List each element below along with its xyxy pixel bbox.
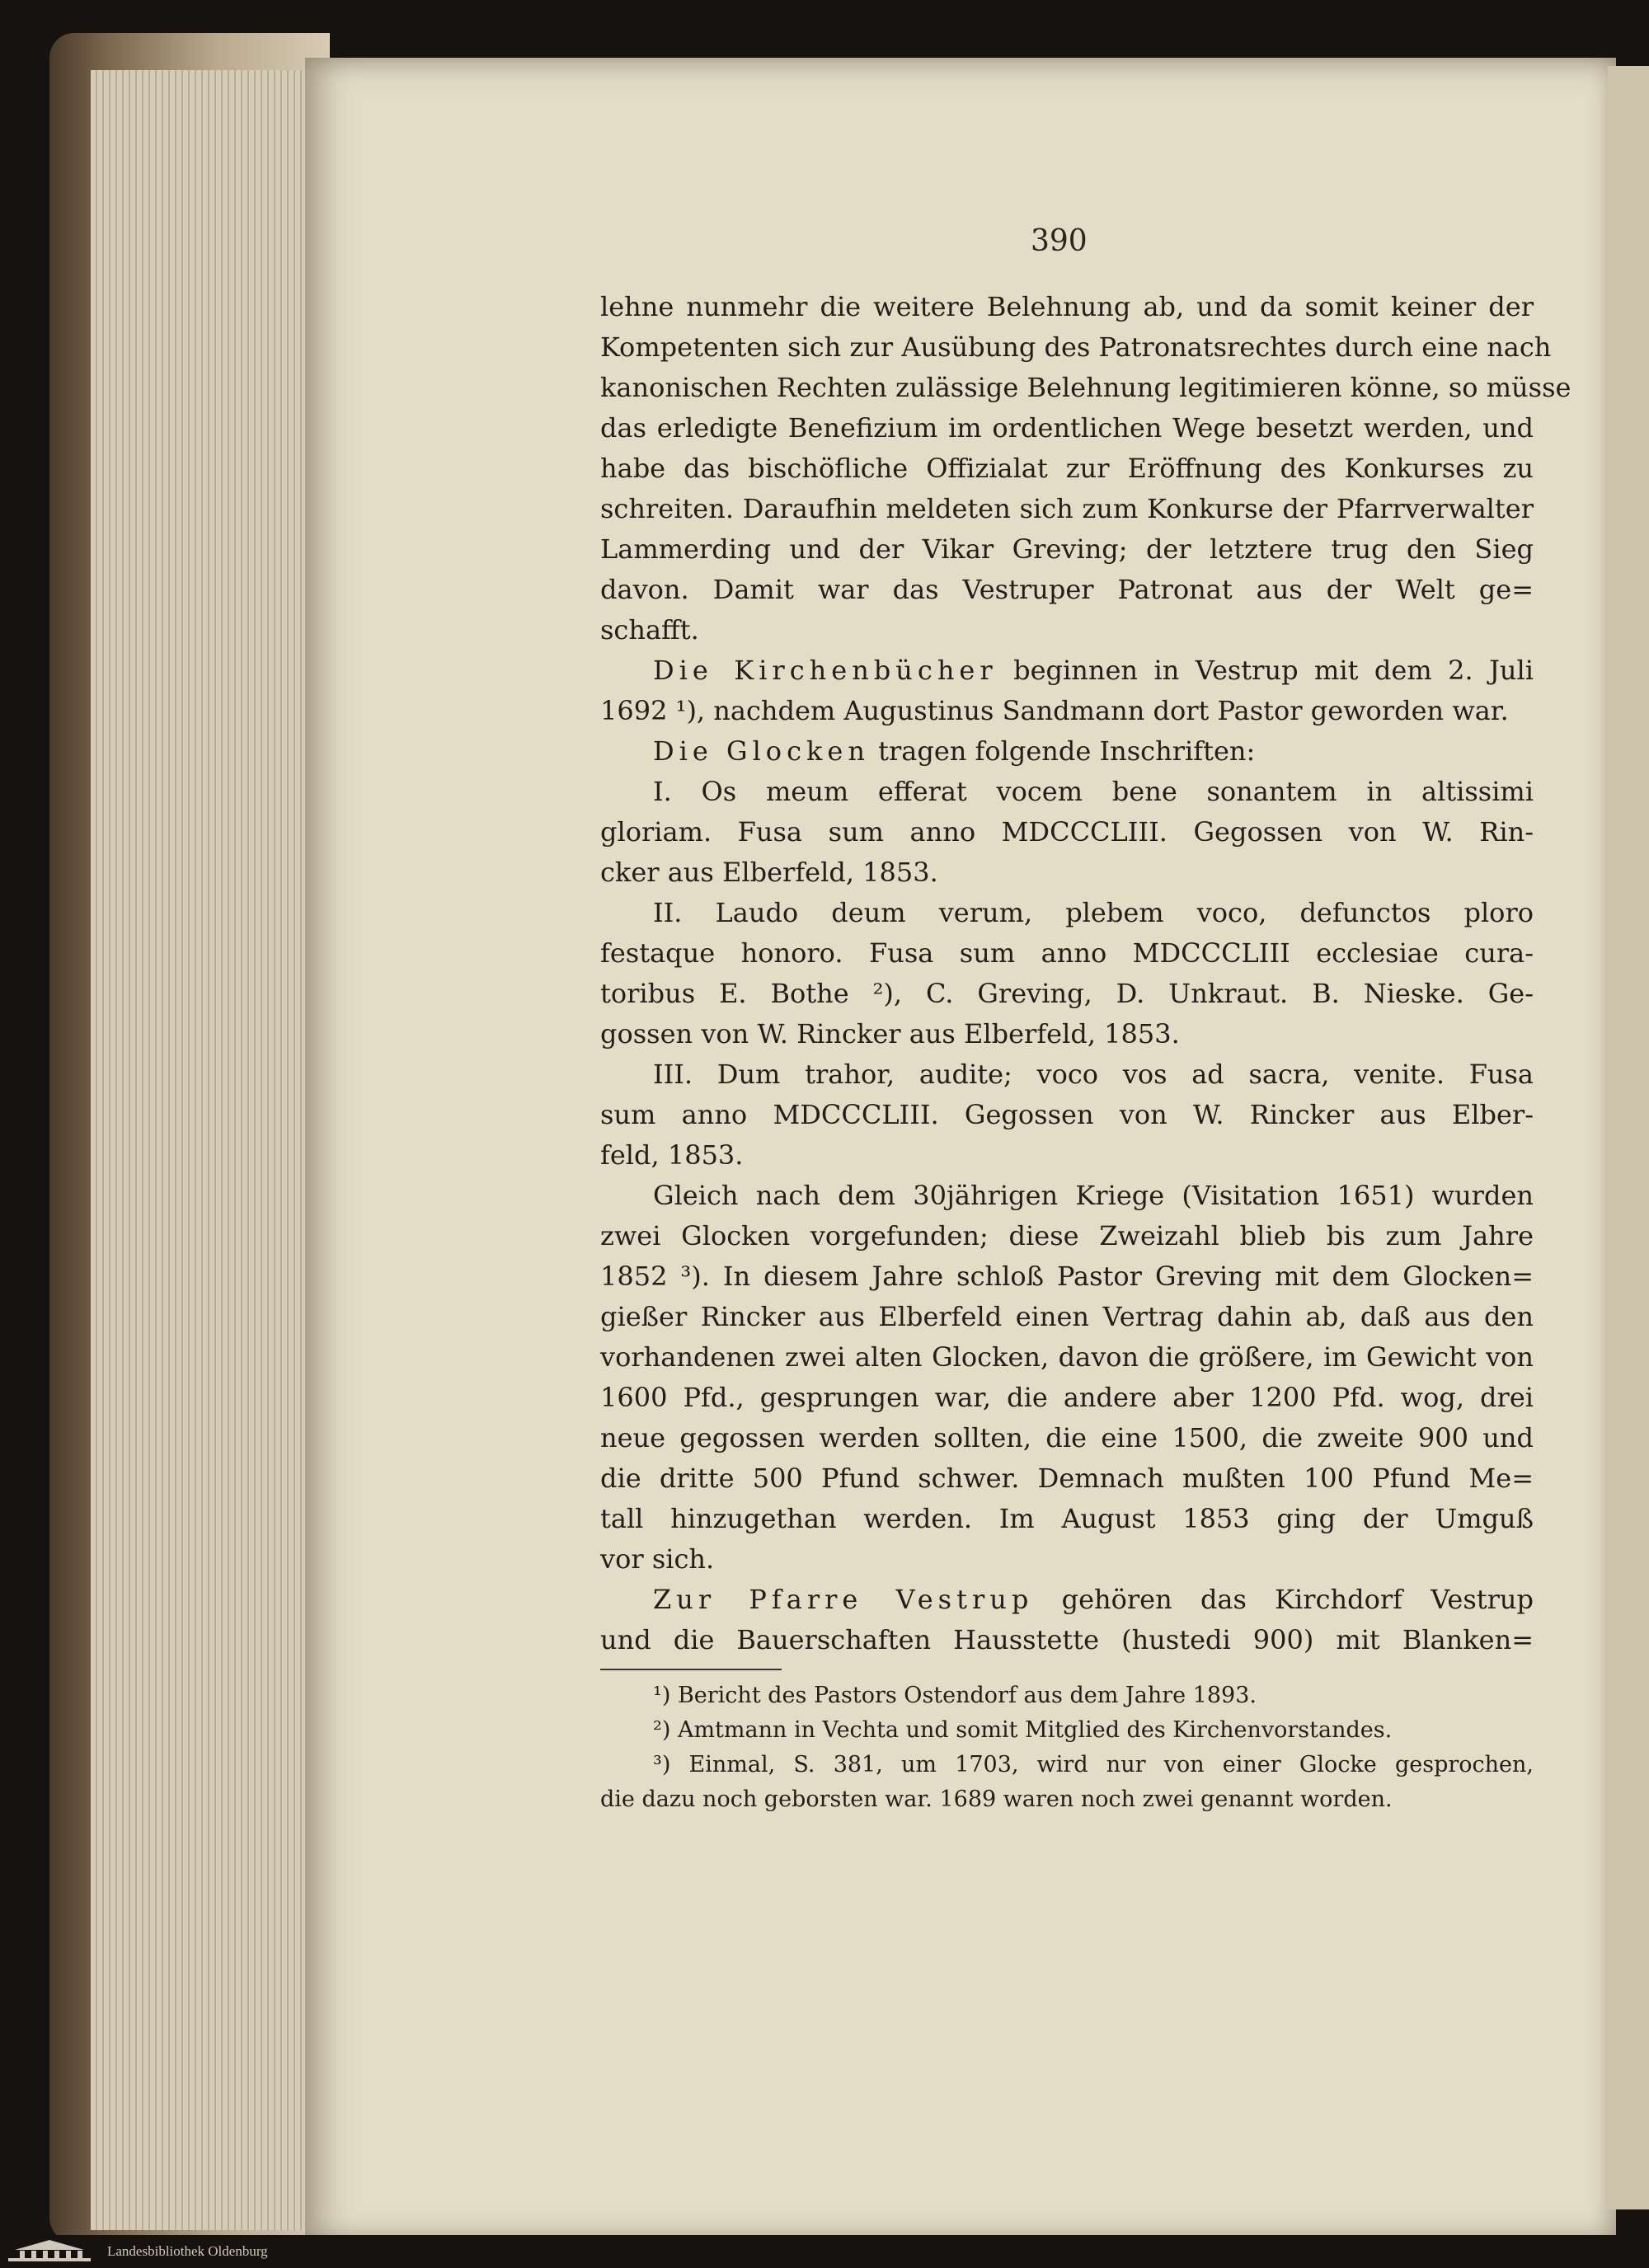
line-text: habe das bischöfliche Offizialat zur Eröffnung des Konkurses zu (600, 453, 1534, 484)
spaced-heading: Zur Pfarre Vestrup (653, 1584, 1034, 1615)
body-text (600, 287, 1571, 1660)
text-line (600, 1135, 1534, 1176)
footnote-line (600, 1713, 1534, 1748)
line-text: cker aus Elberfeld, 1853. (600, 857, 938, 888)
text-line (600, 812, 1534, 852)
page-text (600, 287, 1571, 1817)
line-text: II. Laudo deum verum, plebem voco, defunctos ploro (653, 897, 1534, 928)
text-line (600, 772, 1534, 812)
text-line (600, 287, 1534, 327)
text-line (600, 1580, 1534, 1620)
line-text: feld, 1853. (600, 1139, 744, 1171)
spaced-heading: Die Kirchenbücher (653, 655, 998, 686)
line-text: ²) Amtmann in Vechta und somit Mitglied des Kirchenvorstandes. (653, 1717, 1393, 1743)
text-line (600, 691, 1534, 731)
footnote-line (600, 1748, 1534, 1782)
line-text: Kompetenten sich zur Ausübung des Patronatsrechtes durch eine nach (600, 331, 1552, 363)
line-text: schafft. (600, 614, 699, 646)
line-text: ³) Einmal, S. 381, um 1703, wird nur von einer Glocke gesprochen, (653, 1752, 1534, 1777)
text-line (600, 408, 1534, 448)
line-text: vorhandenen zwei alten Glocken, davon die größere, im Gewicht von (600, 1341, 1534, 1373)
text-line (600, 1216, 1534, 1256)
line-text: Gleich nach dem 30jährigen Kriege (Visitation 1651) wurden (653, 1180, 1534, 1211)
line-text: tragen folgende Inschriften: (869, 735, 1256, 767)
line-text: das erledigte Benefizium im ordentlichen Wege besetzt werden, und (600, 412, 1534, 444)
line-text: neue gegossen werden sollten, die eine 1500, die zweite 900 und (600, 1422, 1534, 1453)
text-line (600, 368, 1571, 408)
text-line (600, 489, 1534, 529)
text-line (600, 610, 1534, 650)
page-stack-edges (91, 70, 322, 2230)
line-text: festaque honoro. Fusa sum anno MDCCCLIII ecclesiae cura- (600, 937, 1534, 969)
text-line (600, 1014, 1534, 1054)
text-line (600, 1378, 1534, 1418)
line-text: schreiten. Daraufhin meldeten sich zum Konkurse der Pfarrverwalter (600, 493, 1534, 524)
text-line (600, 933, 1534, 974)
line-text: kanonischen Rechten zulässige Belehnung legitimieren könne, so müsse (600, 372, 1571, 403)
line-text: 1600 Pfd., gesprungen war, die andere aber 1200 Pfd. wog, drei (600, 1382, 1534, 1413)
text-line (600, 1095, 1534, 1135)
facing-page-edge (1608, 66, 1649, 2209)
text-line (600, 893, 1534, 933)
text-line (600, 974, 1534, 1014)
line-text: 1692 ¹), nachdem Augustinus Sandmann dort Pastor geworden war. (600, 695, 1509, 726)
text-line (600, 1539, 1534, 1580)
line-text: zwei Glocken vorgefunden; diese Zweizahl blieb bis zum Jahre (600, 1220, 1534, 1251)
line-text: Lammerding und der Vikar Greving; der letztere trug den Sieg (600, 533, 1534, 565)
line-text: die dritte 500 Pfund schwer. Demnach mußten 100 Pfund Me= (600, 1463, 1534, 1494)
text-line (600, 852, 1534, 893)
text-line (600, 731, 1534, 772)
text-line (600, 570, 1534, 610)
line-text: gossen von W. Rincker aus Elberfeld, 1853. (600, 1018, 1180, 1049)
line-text: die dazu noch geborsten war. 1689 waren noch zwei genannt worden. (600, 1787, 1393, 1812)
text-line (600, 1297, 1534, 1337)
text-line (600, 1256, 1534, 1297)
line-text: beginnen in Vestrup mit dem 2. Juli (997, 655, 1534, 686)
text-line (600, 1620, 1534, 1660)
line-text: und die Bauerschaften Hausstette (hustedi 900) mit Blanken= (600, 1624, 1534, 1655)
text-line (600, 1499, 1534, 1539)
text-line (600, 448, 1534, 489)
line-text: vor sich. (600, 1543, 715, 1575)
line-text: 1852 ³). In diesem Jahre schloß Pastor Greving mit dem Glocken= (600, 1261, 1534, 1292)
text-line (600, 1418, 1534, 1458)
library-name: Landesbibliothek Oldenburg (107, 2243, 268, 2259)
footnote-rule (600, 1669, 782, 1670)
text-line (600, 327, 1552, 368)
line-text: gießer Rincker aus Elberfeld einen Vertrag dahin ab, daß aus den (600, 1301, 1534, 1332)
text-line (600, 1054, 1534, 1095)
spaced-heading: Die Glocken (653, 735, 870, 767)
line-text: ¹) Bericht des Pastors Ostendorf aus dem Jahre 1893. (653, 1683, 1257, 1708)
footer-bar (0, 2235, 1649, 2268)
line-text: davon. Damit war das Vestruper Patronat aus der Welt ge= (600, 574, 1534, 605)
text-line (600, 1176, 1534, 1216)
footnotes (600, 1679, 1534, 1817)
line-text: gehören das Kirchdorf Vestrup (1033, 1584, 1534, 1615)
line-text: III. Dum trahor, audite; voco vos ad sacra, venite. Fusa (653, 1059, 1534, 1090)
text-line (600, 1458, 1534, 1499)
line-text: gloriam. Fusa sum anno MDCCCLIII. Gegossen von W. Rin- (600, 816, 1534, 848)
line-text: lehne nunmehr die weitere Belehnung ab, und da somit keiner der (600, 291, 1534, 322)
library-logo-icon (8, 2238, 91, 2263)
line-text: toribus E. Bothe ²), C. Greving, D. Unkraut. B. Nieske. Ge- (600, 978, 1534, 1009)
footnote-line (600, 1782, 1534, 1817)
text-line (600, 529, 1534, 570)
line-text: tall hinzugethan werden. Im August 1853 ging der Umguß (600, 1503, 1534, 1534)
line-text: sum anno MDCCCLIII. Gegossen von W. Rincker aus Elber- (600, 1099, 1534, 1130)
page-number: 390 (1031, 224, 1088, 258)
footnote-line (600, 1679, 1534, 1713)
line-text: I. Os meum efferat vocem bene sonantem in altissimi (653, 776, 1534, 807)
text-line (600, 1337, 1534, 1378)
text-line (600, 650, 1534, 691)
